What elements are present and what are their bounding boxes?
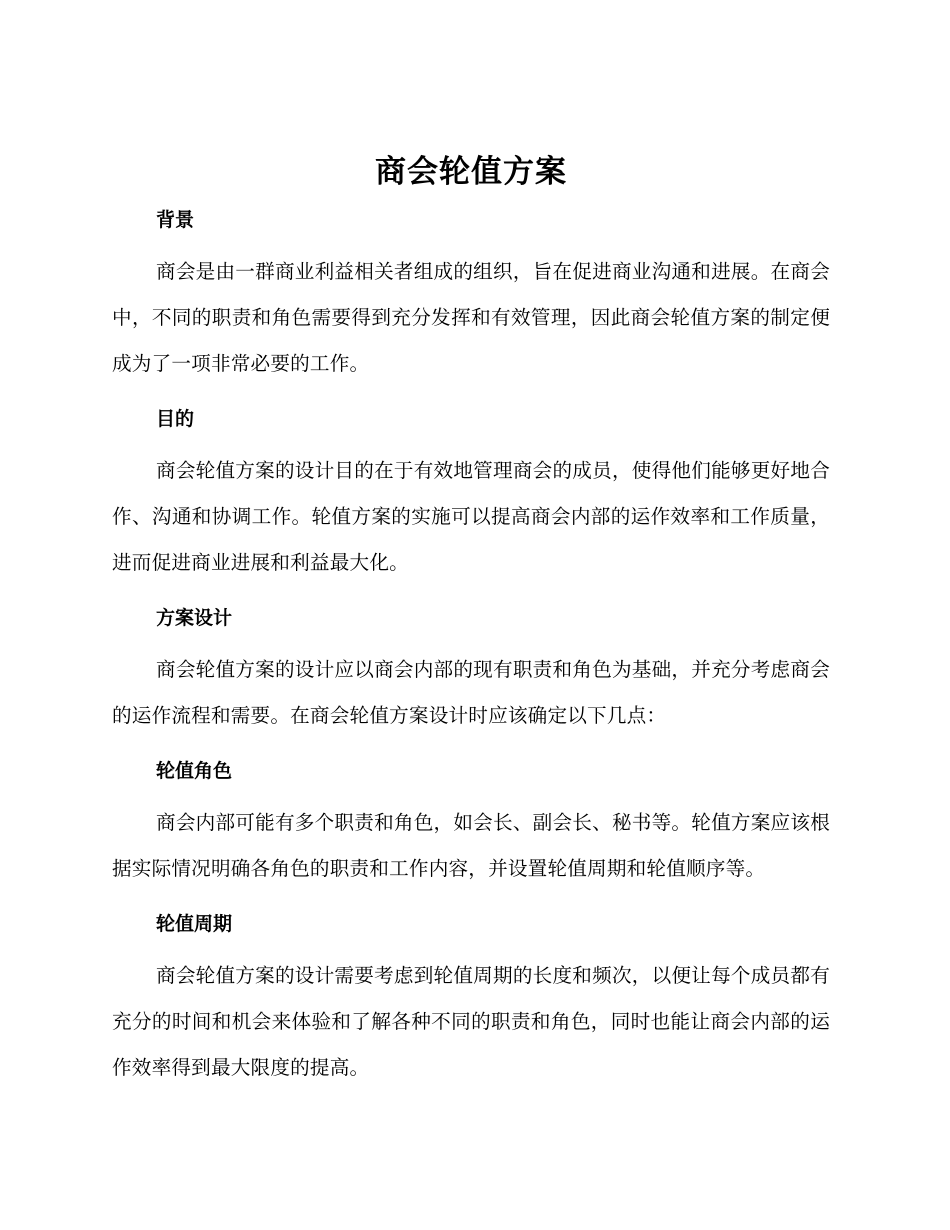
section-heading-plan-design: 方案设计 bbox=[156, 607, 233, 629]
section-heading-rotation-roles: 轮值角色 bbox=[156, 760, 233, 782]
section-body-rotation-roles: 商会内部可能有多个职责和角色，如会长、副会长、秘书等。轮值方案应该根据实际情况明确各角色的职责和工作内容，并设置轮值周期和轮值顺序等。 bbox=[112, 811, 830, 880]
section-body-plan-design: 商会轮值方案的设计应以商会内部的现有职责和角色为基础，并充分考虑商会的运作流程和需要。在商会轮值方案设计时应该确定以下几点： bbox=[112, 658, 830, 727]
section-plan-design bbox=[112, 594, 830, 739]
section-heading-rotation-period: 轮值周期 bbox=[156, 913, 233, 935]
document-page bbox=[112, 148, 830, 1099]
section-heading-purpose: 目的 bbox=[156, 408, 195, 430]
section-body-rotation-period: 商会轮值方案的设计需要考虑到轮值周期的长度和频次，以便让每个成员都有充分的时间和机会来体验和了解各种不同的职责和角色，同时也能让商会内部的运作效率得到最大限度的提高。 bbox=[112, 964, 830, 1079]
section-body-purpose: 商会轮值方案的设计目的在于有效地管理商会的成员，使得他们能够更好地合作、沟通和协调工作。轮值方案的实施可以提高商会内部的运作效率和工作质量，进而促进商业进展和利益最大化。 bbox=[112, 459, 830, 574]
document-title: 商会轮值方案 bbox=[375, 154, 567, 190]
section-rotation-roles bbox=[112, 747, 830, 892]
section-rotation-period bbox=[112, 900, 830, 1091]
section-purpose bbox=[112, 395, 830, 586]
section-heading-background: 背景 bbox=[156, 209, 195, 231]
section-body-background: 商会是由一群商业利益相关者组成的组织，旨在促进商业沟通和进展。在商会中，不同的职责和角色需要得到充分发挥和有效管理，因此商会轮值方案的制定便成为了一项非常必要的工作。 bbox=[112, 260, 830, 375]
section-background bbox=[112, 196, 830, 387]
